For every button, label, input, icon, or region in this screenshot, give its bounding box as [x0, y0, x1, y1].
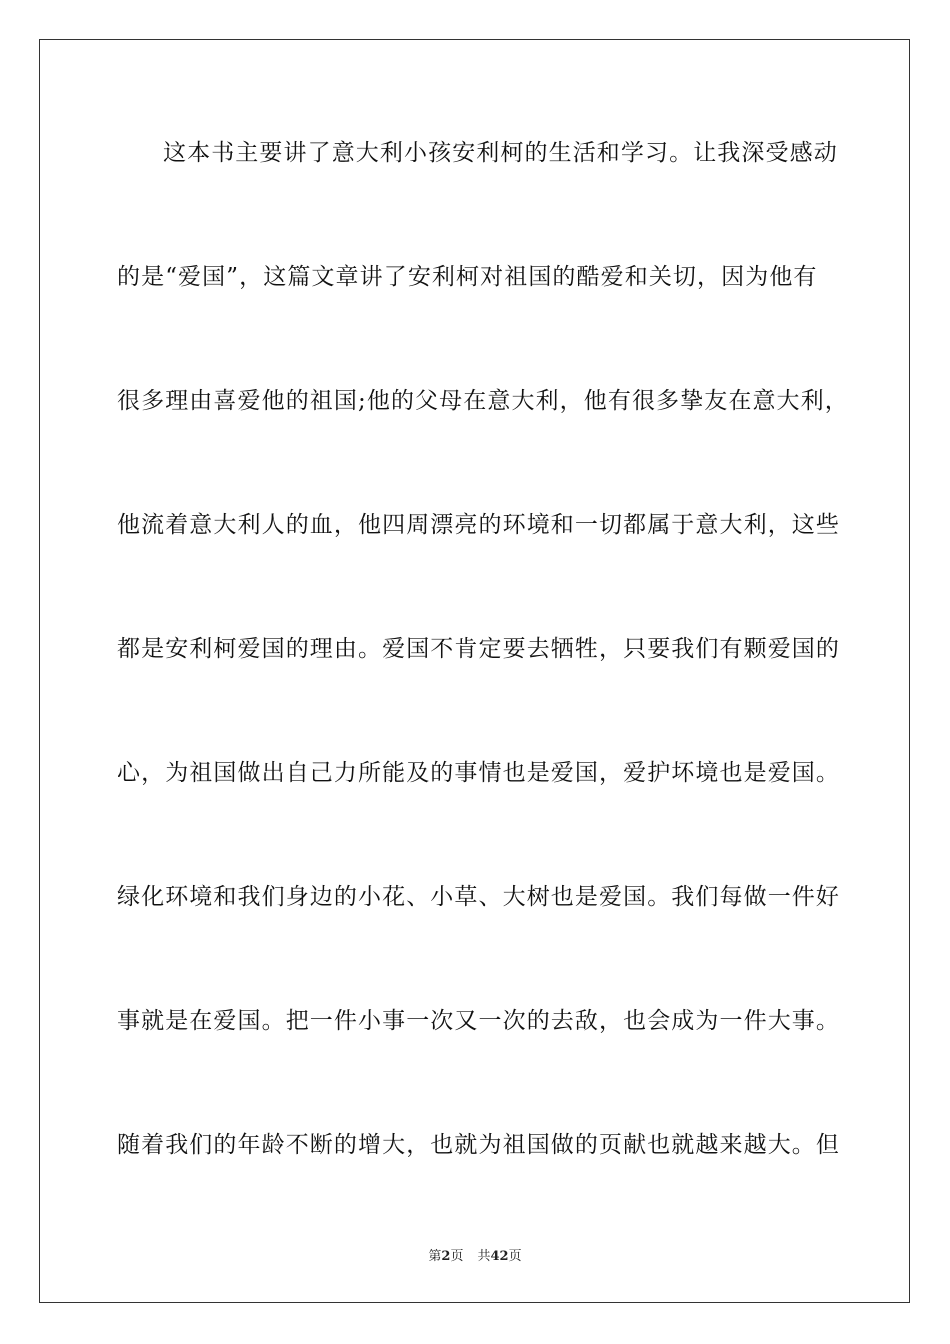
total-prefix: 共: [477, 1249, 491, 1264]
paragraph-line-2: 的是“爱国”，这篇文章讲了安利柯对祖国的酷爱和关切，因为他有: [117, 264, 818, 290]
paragraph-line-8: 事就是在爱国。把一件小事一次又一次的去敌，也会成为一件大事。: [117, 1008, 840, 1034]
paragraph-line-5: 都是安利柯爱国的理由。爱国不肯定要去牺牲，只要我们有颗爱国的: [117, 636, 840, 662]
total-suffix: 页: [508, 1249, 522, 1264]
paragraph-line-3: 很多理由喜爱他的祖国;他的父母在意大利，他有很多挚友在意大利，: [117, 388, 849, 414]
paragraph-line-1: 这本书主要讲了意大利小孩安利柯的生活和学习。让我深受感动: [163, 140, 838, 166]
paragraph-line-4: 他流着意大利人的血，他四周漂亮的环境和一切都属于意大利，这些: [117, 512, 840, 538]
paragraph-line-9: 随着我们的年龄不断的增大，也就为祖国做的页献也就越来越大。但: [117, 1132, 840, 1158]
paragraph-line-7: 绿化环境和我们身边的小花、小草、大树也是爱国。我们每做一件好: [117, 884, 840, 910]
page-prefix: 第: [428, 1249, 442, 1264]
paragraph-line-6: 心，为祖国做出自己力所能及的事情也是爱国，爱护坏境也是爱国。: [117, 760, 840, 786]
page-border: [39, 39, 910, 1303]
page-number: 2: [441, 1249, 451, 1264]
total-pages: 42: [490, 1249, 509, 1264]
page-footer: [0, 1248, 950, 1266]
page-suffix: 页: [450, 1249, 464, 1264]
